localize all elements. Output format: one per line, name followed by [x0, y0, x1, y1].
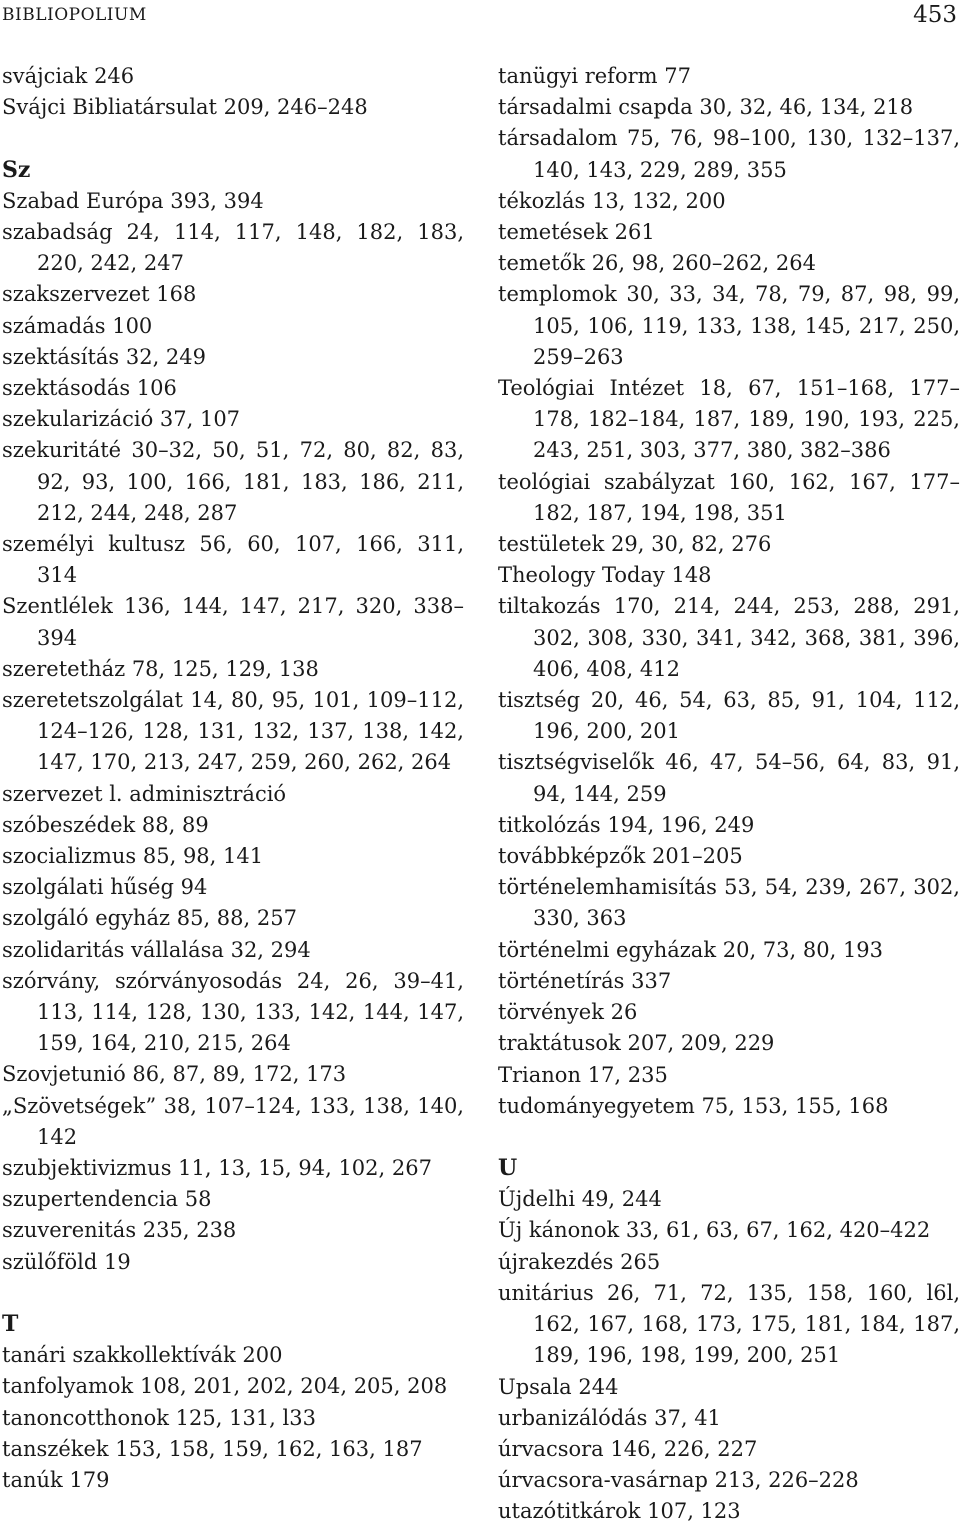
index-entry: tékozlás 13, 132, 200	[498, 188, 726, 213]
index-entry: szuverenitás 235, 238	[2, 1218, 237, 1243]
index-entry: szocializmus 85, 98, 141	[2, 844, 264, 869]
index-entry: szektásodás 106	[2, 376, 177, 400]
index-entry: Upsala 244	[498, 1374, 619, 1399]
index-entry: szeretetszolgálat 14, 80, 95, 101, 109–112, 124–126, 128, 131, 132, 137, 138, 142, 147, 170, 213, 247, 259, 260, 262, 264	[2, 688, 464, 775]
index-entry: tanfolyamok 108, 201, 202, 204, 205, 208	[2, 1374, 448, 1399]
index-entry: temetők 26, 98, 260–262, 264	[498, 251, 816, 276]
index-entry: szubjektivizmus 11, 13, 15, 94, 102, 267	[2, 1156, 432, 1181]
index-entry: tisztségviselők 46, 47, 54–56, 64, 83, 91, 94, 144, 259	[498, 750, 960, 806]
index-entry: szabadság 24, 114, 117, 148, 182, 183, 220, 242, 247	[2, 219, 464, 276]
index-entry: társadalmi csapda 30, 32, 46, 134, 218	[498, 95, 914, 120]
index-entry: templomok 30, 33, 34, 78, 79, 87, 98, 99, 105, 106, 119, 133, 138, 145, 217, 250, 259–263	[498, 282, 960, 369]
index-entry: traktátusok 207, 209, 229	[498, 1031, 775, 1056]
index-entry: szervezet l. adminisztráció	[2, 781, 287, 806]
running-title: BIBLIOPOLIUM	[2, 5, 147, 25]
index-entry: szolidaritás vállalása 32, 294	[2, 937, 311, 962]
index-entry: teológiai szabályzat 160, 162, 167, 177–182, 187, 194, 198, 351	[498, 469, 960, 525]
index-entry: tudományegyetem 75, 153, 155, 168	[498, 1093, 889, 1118]
index-entry: szakszervezet 168	[2, 282, 197, 307]
index-entry: Új kánonok 33, 61, 63, 67, 162, 420–422	[498, 1218, 931, 1243]
index-entry: tiltakozás 170, 214, 244, 253, 288, 291, 302, 308, 330, 341, 342, 368, 381, 396, 406, 408, 412	[498, 594, 960, 681]
index-entry: Szovjetunió 86, 87, 89, 172, 173	[2, 1062, 347, 1087]
index-entry: társadalom 75, 76, 98–100, 130, 132–137, 140, 143, 229, 289, 355	[498, 126, 960, 182]
index-column-left	[2, 61, 464, 1496]
index-entry: újrakezdés 265	[498, 1249, 661, 1274]
index-entry: személyi kultusz 56, 60, 107, 166, 311, 314	[2, 532, 464, 588]
section-letter-heading: U	[498, 1155, 518, 1182]
index-entry: Újdelhi 49, 244	[498, 1187, 662, 1212]
index-entry: testületek 29, 30, 82, 276	[498, 532, 772, 557]
section-letter-heading: T	[2, 1311, 19, 1338]
index-entry: szülőföld 19	[2, 1249, 131, 1274]
index-entry: szupertendencia 58	[2, 1187, 212, 1212]
index-entry: történetírás 337	[498, 968, 672, 993]
index-entry: szekuritáté 30–32, 50, 51, 72, 80, 82, 83, 92, 93, 100, 166, 181, 183, 186, 211, 212, 244, 248, 287	[2, 438, 464, 525]
index-entry: szóbeszédek 88, 89	[2, 812, 209, 837]
index-entry: svájciak 246	[2, 64, 135, 88]
index-entry: unitárius 26, 71, 72, 135, 158, 160, l6l, 162, 167, 168, 173, 175, 181, 184, 187, 189, 196, 198, 199, 200, 251	[498, 1280, 960, 1368]
index-entry: utazótitkárok 107, 123	[498, 1499, 741, 1524]
index-entry: továbbképzők 201–205	[498, 844, 743, 869]
index-entry: Theology Today 148	[498, 563, 712, 588]
index-entry: számadás 100	[2, 313, 153, 338]
index-entry: szolgáló egyház 85, 88, 257	[2, 906, 297, 931]
index-entry: szeretetház 78, 125, 129, 138	[2, 656, 319, 681]
index-entry: szektásítás 32, 249	[2, 344, 207, 369]
index-entry: Szentlélek 136, 144, 147, 217, 320, 338–394	[2, 594, 464, 650]
index-entry: szolgálati hűség 94	[2, 875, 208, 900]
page-header	[0, 0, 960, 32]
index-entry: temetések 261	[498, 220, 655, 245]
index-column-right	[498, 61, 960, 1528]
index-entry: történelemhamisítás 53, 54, 239, 267, 302, 330, 363	[498, 875, 960, 931]
index-entry: tanúk 179	[2, 1468, 110, 1493]
page-number: 453	[913, 2, 957, 28]
section-letter-heading: Sz	[2, 156, 31, 183]
index-entry: úrvacsora-vasárnap 213, 226–228	[498, 1468, 859, 1493]
index-entry: úrvacsora 146, 226, 227	[498, 1436, 758, 1461]
index-entry: törvények 26	[498, 1000, 638, 1025]
index-entry: Szabad Európa 393, 394	[2, 188, 264, 213]
index-entry: szekularizáció 37, 107	[2, 407, 241, 432]
index-entry: „Szövetségek” 38, 107–124, 133, 138, 140, 142	[2, 1093, 464, 1149]
index-entry: urbanizálódás 37, 41	[498, 1405, 721, 1430]
index-entry: szórvány, szórványosodás 24, 26, 39–41, 113, 114, 128, 130, 133, 142, 144, 147, 159, 164, 210, 215, 264	[2, 968, 464, 1056]
index-entry: tanszékek 153, 158, 159, 162, 163, 187	[2, 1436, 423, 1461]
index-entry: tanoncotthonok 125, 131, l33	[2, 1405, 316, 1430]
index-entry: Trianon 17, 235	[498, 1062, 668, 1087]
index-entry: Teológiai Intézet 18, 67, 151–168, 177–178, 182–184, 187, 189, 190, 193, 225, 243, 251, 303, 377, 380, 382–386	[498, 376, 960, 463]
index-entry: történelmi egyházak 20, 73, 80, 193	[498, 937, 884, 962]
index-entry: titkolózás 194, 196, 249	[498, 812, 755, 837]
index-entry: tanári szakkollektívák 200	[2, 1343, 283, 1368]
index-entry: Svájci Bibliatársulat 209, 246–248	[2, 95, 368, 120]
index-entry: tanügyi reform 77	[498, 64, 691, 88]
index-entry: tisztség 20, 46, 54, 63, 85, 91, 104, 112, 196, 200, 201	[498, 688, 960, 744]
